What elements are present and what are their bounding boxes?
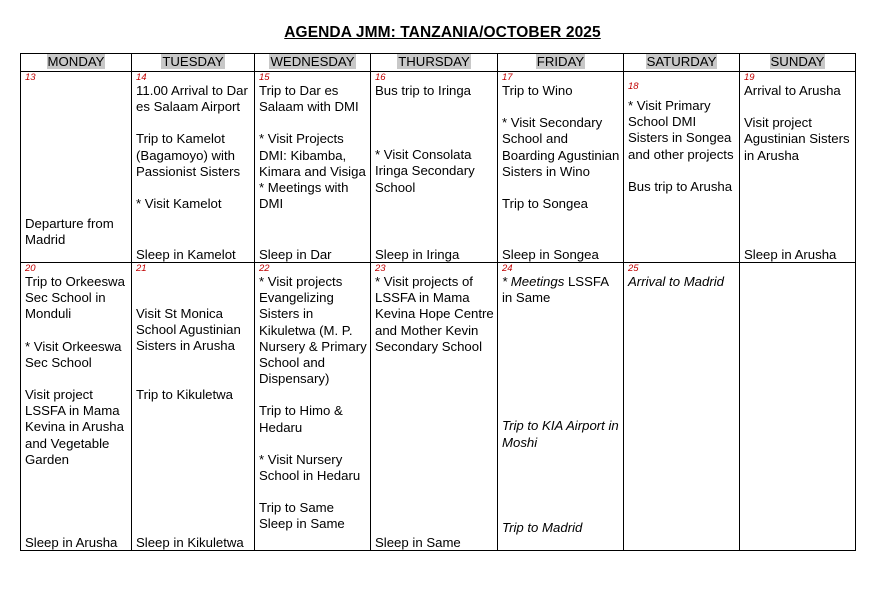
date-number: 20 [25,263,36,274]
event-text: Trip to Kikuletwa [136,386,233,402]
sleep-text: Sleep in Kikuletwa [136,534,244,550]
cell-20 [21,263,132,551]
event-text: Bus trip to Iringa [375,83,472,98]
event-text: * Visit projects of LSSFA in Mama Kevina Hope Centre and Mother Kevin Secondary School [375,274,494,354]
sleep-text: Sleep in Kamelot [136,246,236,262]
event-text: Trip to Madrid [502,519,583,535]
event-text: * Visit Consolata Iringa Secondary School [375,147,475,195]
week-row-2 [21,263,856,551]
event-text: 11.00 Arrival to Dar es Salaam Airport [136,83,248,115]
cell-17 [498,72,624,263]
date-number: 17 [502,72,513,83]
sleep-text: Sleep in Iringa [375,246,460,262]
event-text: Trip to KIA Airport in Moshi [502,418,619,450]
event-text: * Meetings with DMI [259,180,349,212]
event-text: * Meetings LSSFA in Same [502,274,609,306]
date-number: 18 [628,81,639,92]
date-number: 14 [136,72,147,83]
event-text: Trip to Same [259,500,334,516]
cell-18 [624,72,740,263]
date-number: 13 [25,72,36,83]
sleep-text: Sleep in Same [259,516,345,532]
cell-16 [371,72,498,263]
sleep-text: Sleep in Dar [259,246,332,262]
header-thursday: THURSDAY [371,54,498,72]
header-saturday: SATURDAY [624,54,740,72]
header-row [21,54,856,72]
event-text: * Visit projects Evangelizing Sisters in Kikuletwa (M. P. Nursery & Primary School and Dispensary) [259,274,367,387]
cell-26-empty [740,263,856,551]
event-text: * Visit Primary School DMI Sisters in Songea and other projects [628,98,734,162]
cell-13 [21,72,132,263]
event-text: Arrival to Madrid [628,274,725,289]
event-text: Visit project LSSFA in Mama Kevina in Arusha and Vegetable Garden [25,387,124,467]
event-text: * Visit Nursery School in Hedaru [259,451,361,484]
event-text: Arrival to Arusha [744,83,841,98]
event-text: * Visit Projects DMI: Kibamba, Kimara and Visiga [259,131,366,179]
cell-14 [132,72,255,263]
header-tuesday: TUESDAY [132,54,255,72]
cell-22 [255,263,371,551]
cell-19 [740,72,856,263]
sleep-text: Sleep in Songea [502,246,599,262]
event-text: Visit St Monica School Agustinian Sisters in Arusha [136,306,241,354]
date-number: 16 [375,72,386,83]
cell-24 [498,263,624,551]
event-text: Visit project Agustinian Sisters in Arusha [744,115,850,163]
event-text: Trip to Wino [502,83,573,98]
sleep-text: Sleep in Arusha [25,534,118,550]
agenda-table [20,53,856,551]
week-row-1 [21,72,856,263]
page-title: AGENDA JMM: TANZANIA/OCTOBER 2025 [284,24,601,41]
date-number: 15 [259,72,270,83]
date-number: 21 [136,263,147,274]
header-monday: MONDAY [21,54,132,72]
cell-15 [255,72,371,263]
event-text: Trip to Dar es Salaam with DMI [259,83,359,115]
event-text: * Visit Secondary School and Boarding Agustinian Sisters in Wino [502,115,620,179]
event-text: Trip to Orkeeswa Sec School in Monduli [25,274,125,322]
date-number: 23 [375,263,386,274]
event-text: Trip to Songea [502,196,589,212]
event-text: Trip to Kamelot (Bagamoyo) with Passionist Sisters [136,131,241,179]
date-number: 22 [259,263,270,274]
header-wednesday: WEDNESDAY [255,54,371,72]
event-text: Trip to Himo & Hedaru [259,403,343,435]
cell-23 [371,263,498,551]
cell-25 [624,263,740,551]
event-text: Departure from Madrid [25,215,114,247]
cell-21 [132,263,255,551]
sleep-text: Sleep in Same [375,534,461,550]
event-text: * Visit Orkeeswa Sec School [25,338,122,370]
header-friday: FRIDAY [498,54,624,72]
date-number: 19 [744,72,755,83]
date-number: 24 [502,263,513,274]
sleep-text: Sleep in Arusha [744,246,837,262]
header-sunday: SUNDAY [740,54,856,72]
event-text: * Visit Kamelot [136,196,222,212]
event-text: Bus trip to Arusha [628,178,733,194]
date-number: 25 [628,263,639,274]
